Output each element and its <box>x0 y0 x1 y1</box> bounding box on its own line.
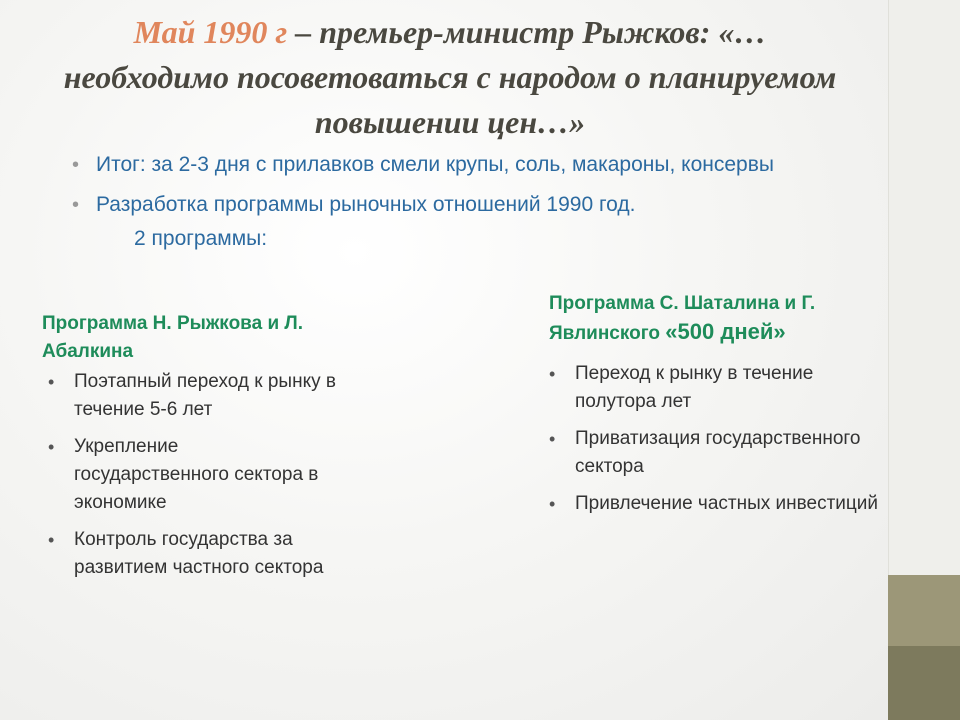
list-item <box>48 368 338 424</box>
item-text: Укрепление государственного сектора в экономике <box>74 436 319 513</box>
item-text: Привлечение частных инвестиций <box>575 493 879 514</box>
list-item <box>70 148 870 182</box>
bullet-icon: • <box>48 372 55 392</box>
bullet-icon: • <box>549 494 556 514</box>
bullet-icon: • <box>72 194 80 216</box>
right-heading-emphasis: «500 дней» <box>665 319 786 344</box>
right-program-heading <box>549 290 889 348</box>
bullet-text: Итог: за 2-3 дня с прилавков смели крупы, соль, макароны, консервы <box>96 153 774 176</box>
item-text: Переход к рынку в течение полутора лет <box>575 363 814 412</box>
item-text: Контроль государства за развитием частного сектора <box>74 529 324 578</box>
item-text: Поэтапный переход к рынку в течение 5-6 лет <box>74 371 336 420</box>
bullet-continuation: 2 программы: <box>134 227 268 250</box>
side-band-light <box>888 0 960 575</box>
bullet-icon: • <box>48 530 55 550</box>
side-band-olive <box>888 575 960 646</box>
list-item <box>549 490 879 518</box>
side-band-dark-olive <box>888 646 960 720</box>
right-program-list <box>549 360 879 527</box>
left-program-list <box>48 368 338 591</box>
top-bullet-list <box>70 148 870 262</box>
bullet-icon: • <box>48 437 55 457</box>
list-item <box>48 433 338 517</box>
list-item <box>48 526 338 582</box>
list-item <box>549 425 879 481</box>
bullet-icon: • <box>549 364 556 384</box>
list-item <box>70 188 870 256</box>
bullet-icon: • <box>72 154 80 176</box>
right-heading-text: Программа С. Шаталина и Г. Явлинского <box>549 293 816 344</box>
title-quote: – премьер-министр Рыжков: «…необходимо посоветоваться с народом о планируемом повышении цен…» <box>63 14 837 140</box>
slide-title <box>60 10 840 145</box>
bullet-icon: • <box>549 429 556 449</box>
list-item <box>549 360 879 416</box>
title-date: Май 1990 г <box>133 14 288 50</box>
bullet-text: Разработка программы рыночных отношений 1990 год. <box>96 193 636 216</box>
left-program-heading: Программа Н. Рыжкова и Л. Абалкина <box>42 313 304 362</box>
item-text: Приватизация государственного сектора <box>575 428 861 477</box>
